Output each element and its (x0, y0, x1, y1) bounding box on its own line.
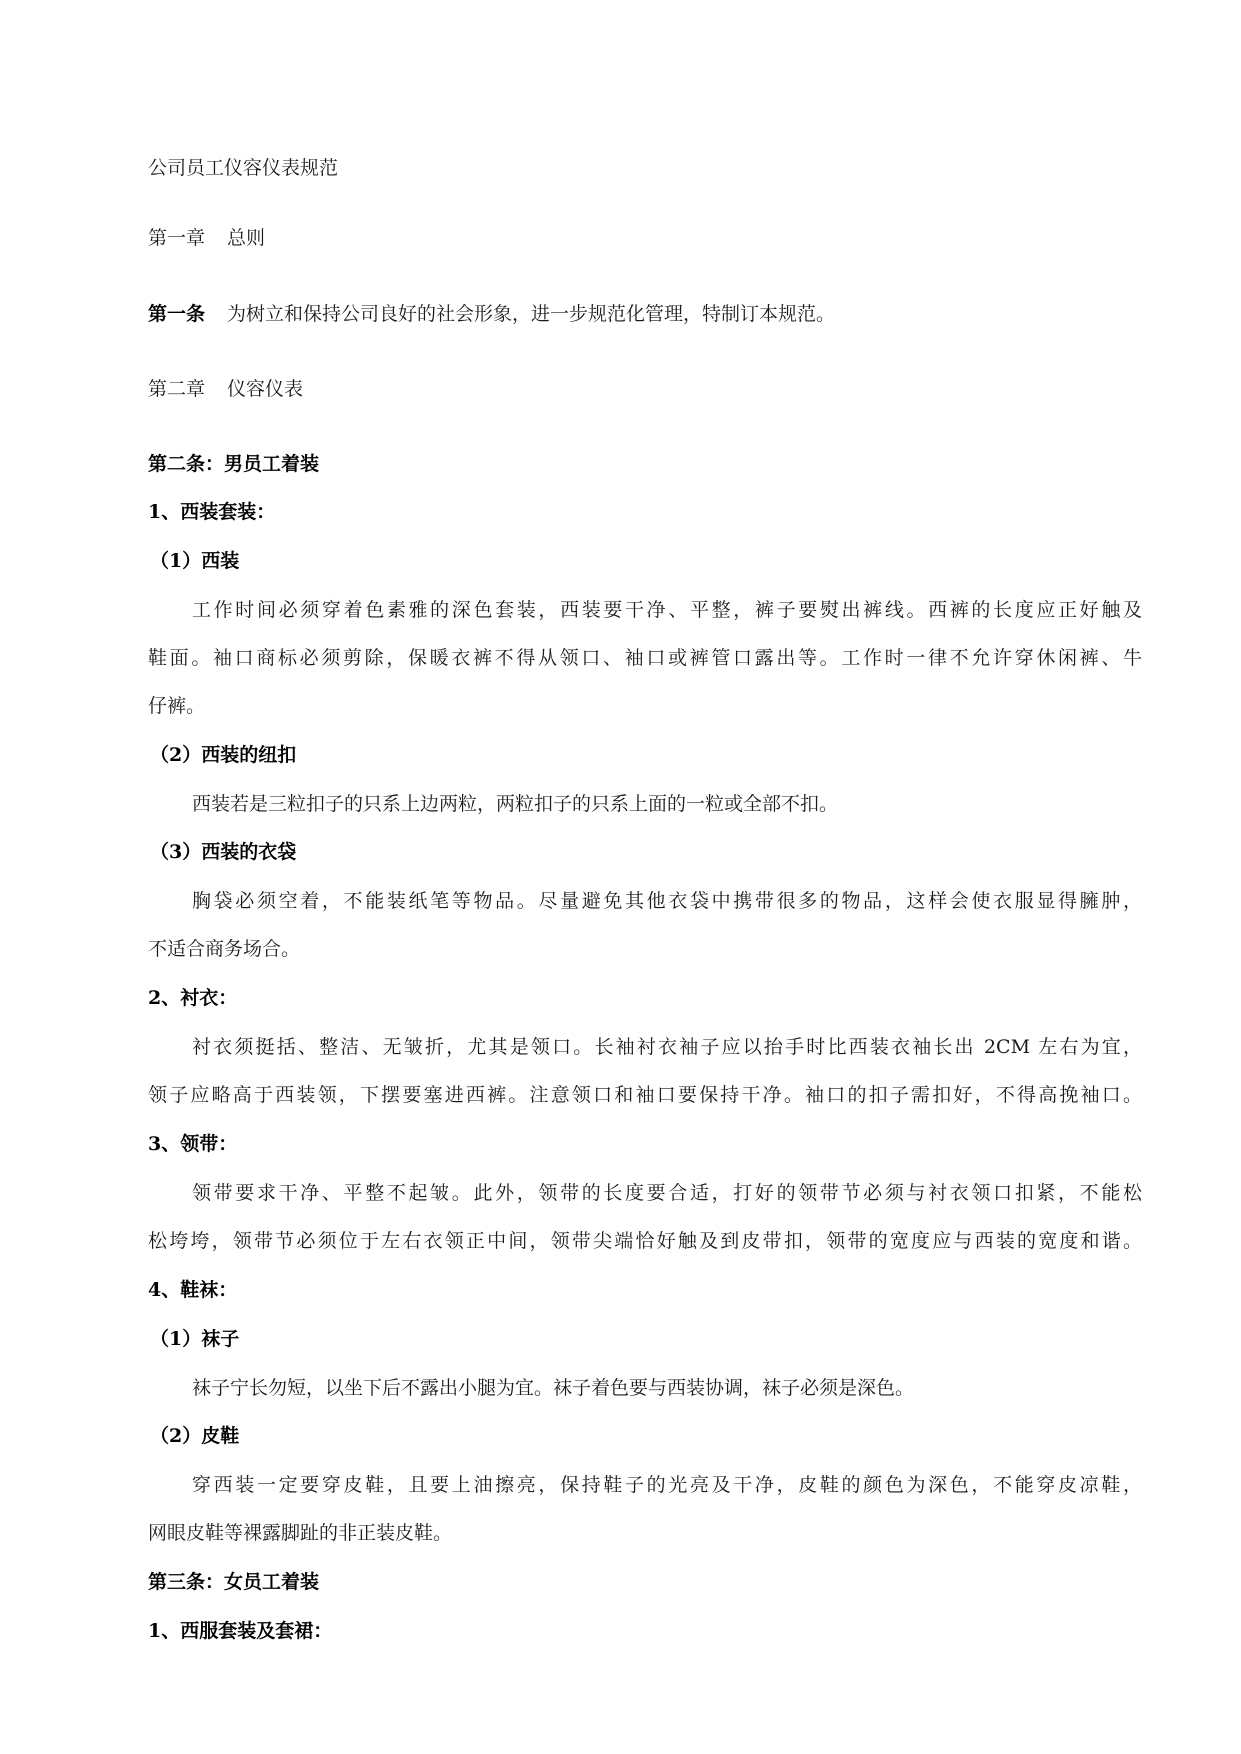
article-3-heading: 第三条：女员工着装 (148, 1571, 320, 1593)
paragraph-line: 网眼皮鞋等裸露脚趾的非正装皮鞋。 (148, 1522, 453, 1544)
chapter-1-number: 第一章 (148, 227, 206, 249)
subsection-buttons-heading: （2）西装的纽扣 (150, 744, 297, 766)
subsection-shoes-heading: （2）皮鞋 (150, 1425, 240, 1447)
chapter-1-heading (148, 226, 265, 250)
paragraph-line: 袜子宁长勿短，以坐下后不露出小腿为宜。袜子着色要与西装协调，袜子必须是深色。 (192, 1377, 915, 1399)
article-1-label: 第一条 (148, 303, 206, 325)
paragraph-line: 鞋面。袖口商标必须剪除，保暖衣裤不得从领口、袖口或裤管口露出等。工作时一律不允许穿休闲裤、牛 (148, 647, 1142, 669)
paragraph-line: 穿西装一定要穿皮鞋，且要上油擦亮，保持鞋子的光亮及干净，皮鞋的颜色为深色，不能穿皮凉鞋， (192, 1474, 1142, 1496)
section-tie-heading: 3、领带： (148, 1133, 238, 1155)
section-women-suit-heading: 1、西服套装及套裙： (148, 1620, 333, 1642)
section-shoes-socks-heading: 4、鞋袜： (148, 1279, 238, 1301)
subsection-suit-heading: （1）西装 (150, 550, 240, 572)
article-1 (148, 302, 835, 326)
article-2-heading: 第二条：男员工着装 (148, 453, 320, 475)
paragraph-line: 仔裤。 (148, 695, 206, 717)
paragraph-line: 胸袋必须空着，不能装纸笔等物品。尽量避免其他衣袋中携带很多的物品，这样会使衣服显得臃肿， (192, 890, 1142, 912)
section-suit-heading: 1、西装套装： (148, 501, 276, 523)
article-1-text: 为树立和保持公司良好的社会形象，进一步规范化管理，特制订本规范。 (227, 303, 836, 325)
subsection-pockets-heading: （3）西装的衣袋 (150, 841, 297, 863)
paragraph-line: 松垮垮，领带节必须位于左右衣领正中间，领带尖端恰好触及到皮带扣，领带的宽度应与西装的宽度和谐。 (148, 1230, 1142, 1252)
paragraph-line: 西装若是三粒扣子的只系上边两粒，两粒扣子的只系上面的一粒或全部不扣。 (192, 793, 839, 815)
paragraph-line: 不适合商务场合。 (148, 938, 301, 960)
section-shirt-heading: 2、衬衣： (148, 987, 238, 1009)
chapter-2-heading (148, 377, 303, 401)
paragraph-line: 领子应略高于西装领，下摆要塞进西裤。注意领口和袖口要保持干净。袖口的扣子需扣好，不得高挽袖口。 (148, 1084, 1142, 1106)
paragraph-line: 领带要求干净、平整不起皱。此外，领带的长度要合适，打好的领带节必须与衬衣领口扣紧，不能松 (192, 1182, 1142, 1204)
chapter-1-name: 总则 (227, 227, 266, 249)
subsection-socks-heading: （1）袜子 (150, 1328, 240, 1350)
chapter-2-name: 仪容仪表 (227, 378, 304, 400)
document-title: 公司员工仪容仪表规范 (148, 157, 339, 179)
paragraph-line: 工作时间必须穿着色素雅的深色套装，西装要干净、平整，裤子要熨出裤线。西裤的长度应正好触及 (192, 599, 1142, 621)
chapter-2-number: 第二章 (148, 378, 206, 400)
paragraph-line: 衬衣须挺括、整洁、无皱折，尤其是领口。长袖衬衣袖子应以抬手时比西装衣袖长出 2CM 左右为宜， (192, 1036, 1142, 1058)
